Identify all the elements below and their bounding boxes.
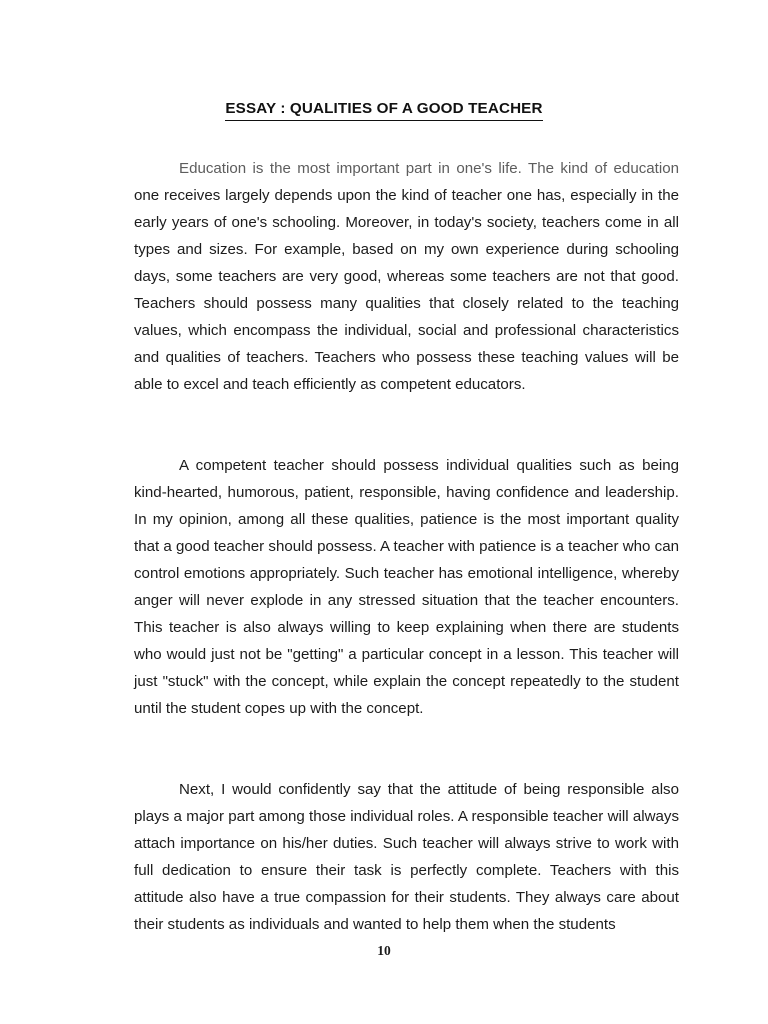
document-body (134, 155, 679, 938)
paragraph-2: A competent teacher should possess individual qualities such as being kind-hearted, humorous, patient, responsible, having confidence and leadership. In my opinion, among all these qualities, patience is the most important quality that a good teacher should possess. A teacher with patience is a teacher who can control emotions appropriately. Such teacher has emotional intelligence, whereby anger will never explode in any stressed situation that the teacher encounters. This teacher is also always willing to keep explaining when there are students who would just not be "getting" a particular concept in a lesson. This teacher will just "stuck" with the concept, while explain the concept repeatedly to the student until the student copes up with the concept. (134, 457, 679, 717)
paragraph-1-lead: Education is the most important part in one's life. The kind of education (179, 160, 679, 177)
page-title (0, 99, 768, 121)
paragraph-1-rest: one receives largely depends upon the kind of teacher one has, especially in the early years of one's schooling. Moreover, in today's society, teachers come in all types and sizes. For example, based on my own experience during schooling days, some teachers are very good, whereas some teachers are not that good. Teachers should possess many qualities that closely related to the teaching values, which encompass the individual, social and professional characteristics and qualities of teachers. Teachers who possess these teaching values will be able to excel and teach efficiently as competent educators. (134, 187, 679, 393)
page-number: 10 (377, 943, 391, 958)
paragraph-1 (134, 155, 679, 398)
paragraph-3: Next, I would confidently say that the attitude of being responsible also plays a major part among those individual roles. A responsible teacher will always attach importance on his/her duties. Such teacher will always strive to work with full dedication to ensure their task is perfectly complete. Teachers with this attitude also have a true compassion for their students. They always care about their students as individuals and wanted to help them when the students (134, 781, 679, 933)
page-title-text: ESSAY : QUALITIES OF A GOOD TEACHER (225, 99, 542, 121)
